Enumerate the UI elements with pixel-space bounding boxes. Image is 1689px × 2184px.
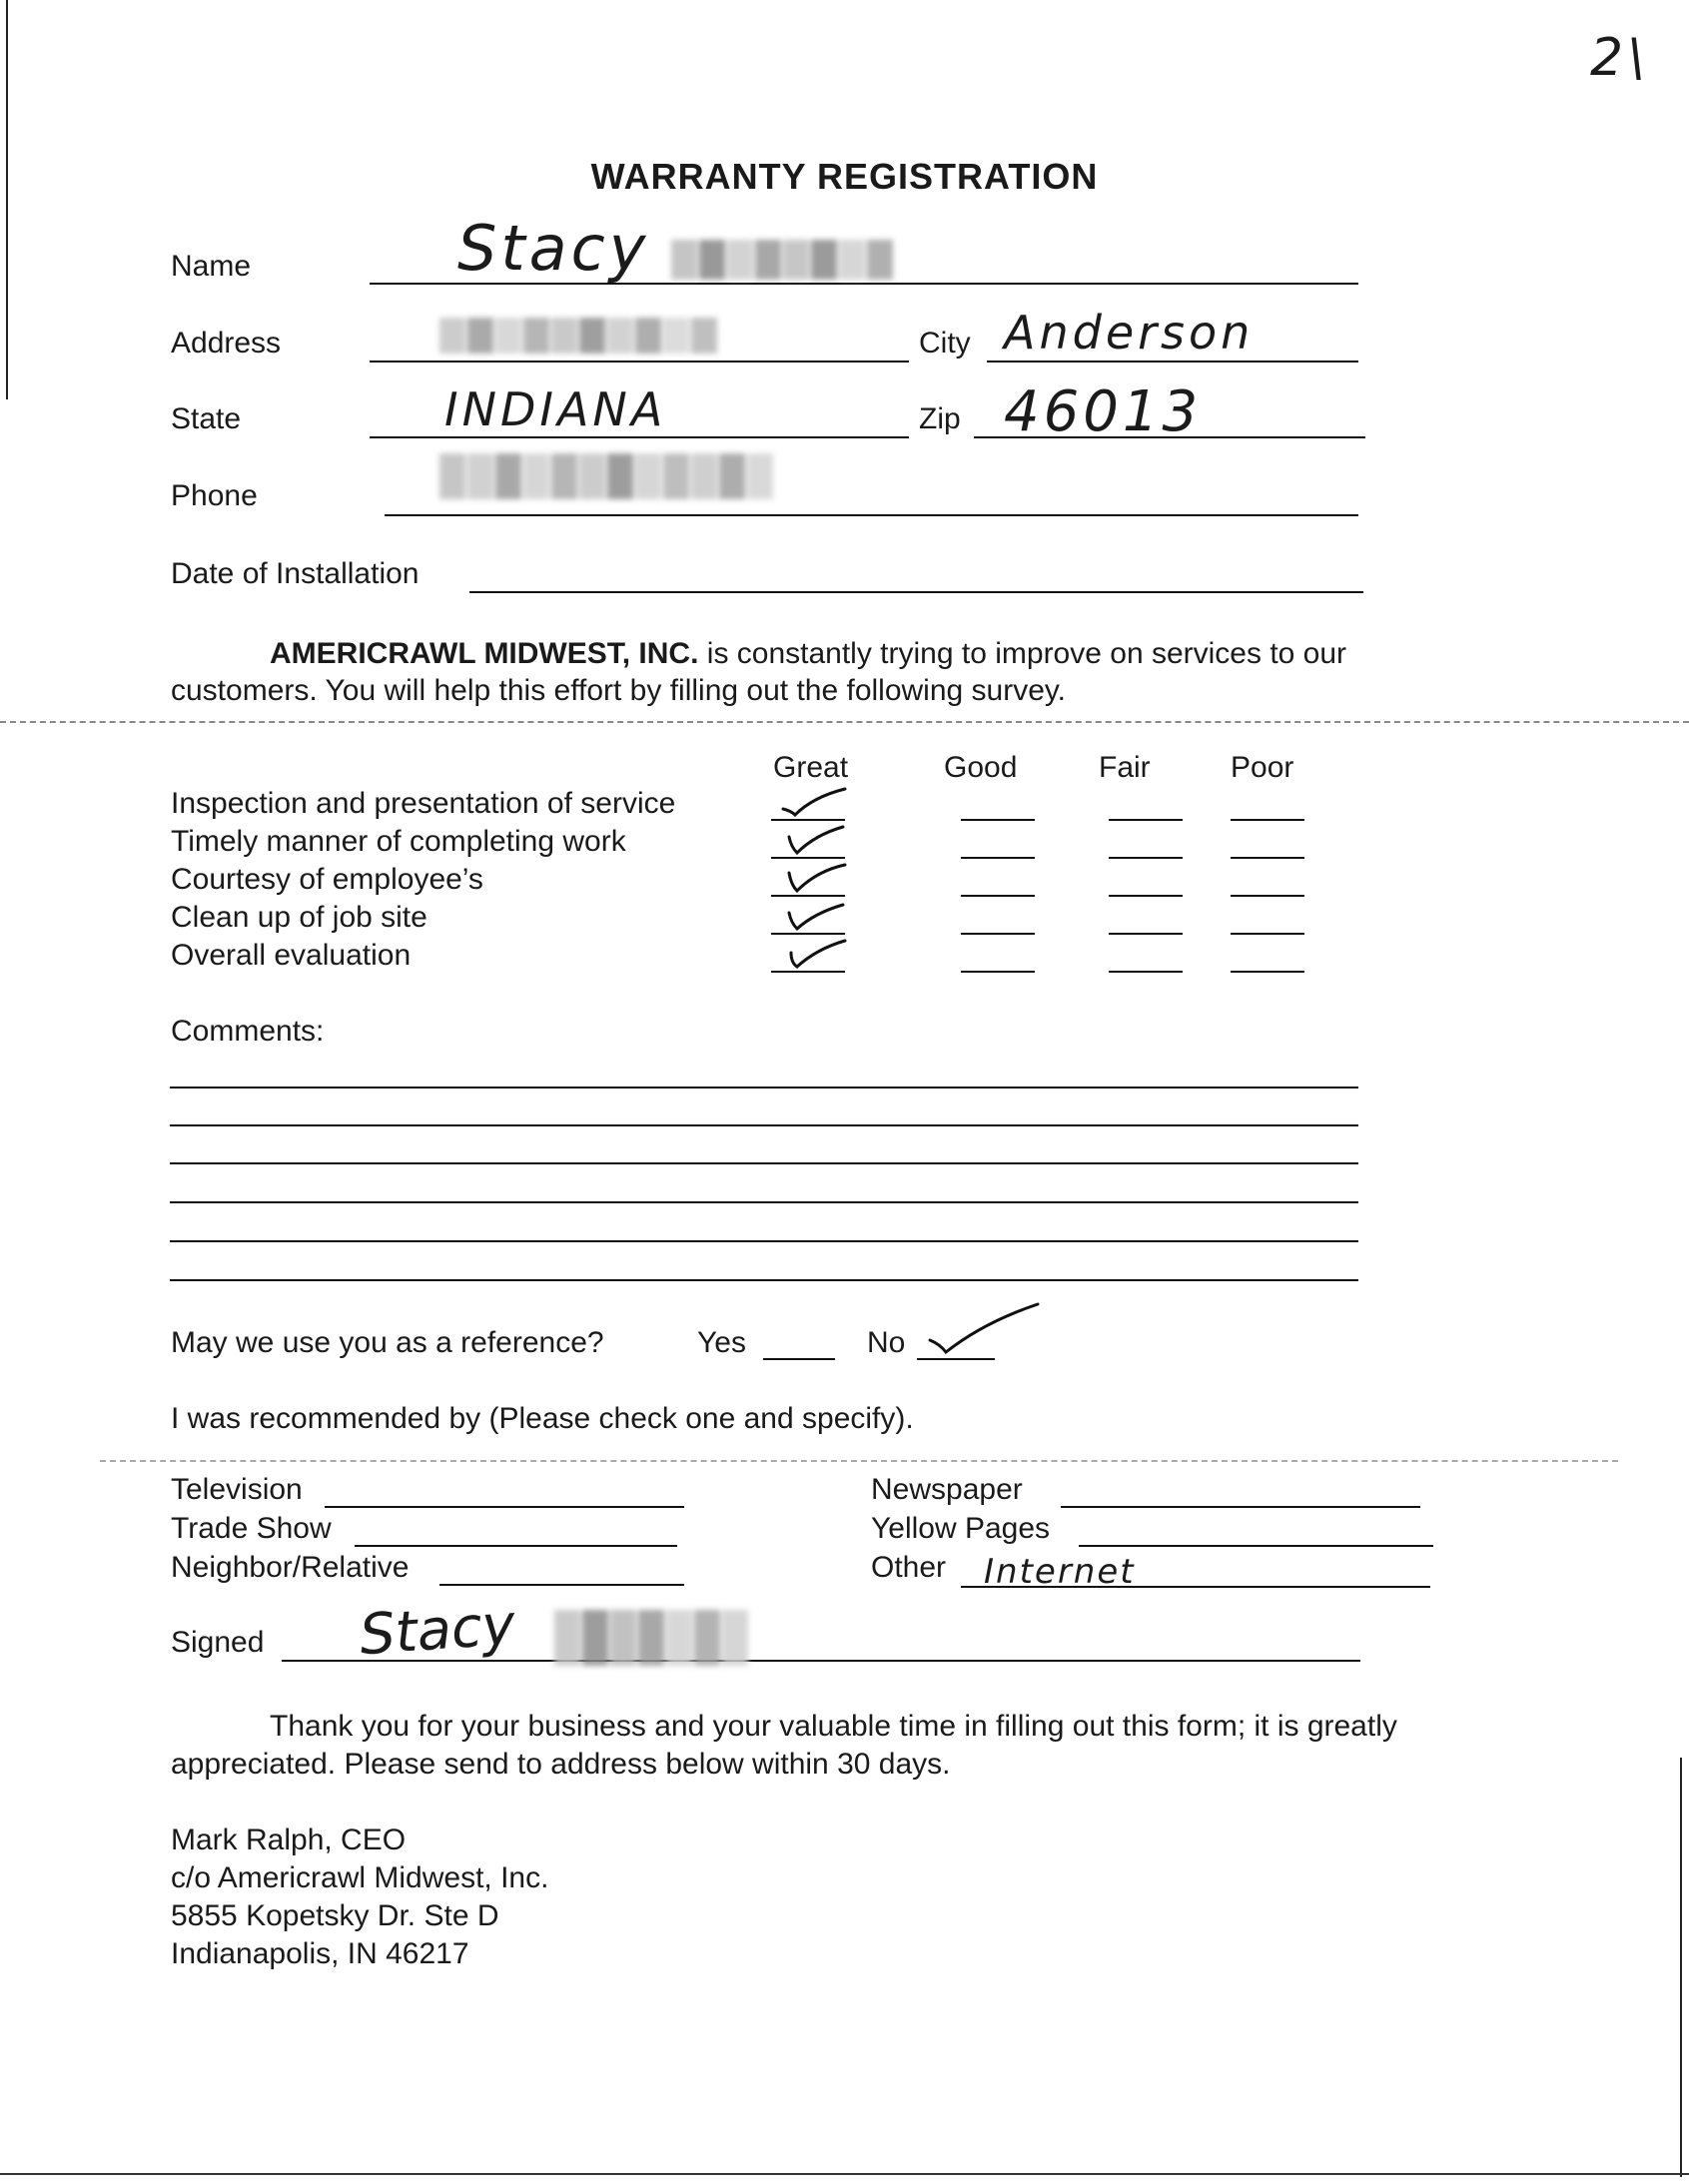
reference-no-checkmark-icon bbox=[924, 1298, 1044, 1358]
col-great: Great bbox=[773, 751, 849, 784]
survey-row-3-label: Courtesy of employee’s bbox=[171, 863, 483, 896]
phone-label: Phone bbox=[171, 479, 258, 512]
comment-line-4[interactable] bbox=[170, 1201, 1358, 1203]
date-label: Date of Installation bbox=[171, 557, 420, 590]
signature-value: Stacy bbox=[357, 1592, 517, 1669]
redacted-name bbox=[671, 240, 895, 285]
address-block-line-3: 5855 Kopetsky Dr. Ste D bbox=[171, 1899, 499, 1932]
row3-fair-blank[interactable] bbox=[1109, 895, 1183, 897]
row1-poor-blank[interactable] bbox=[1231, 819, 1304, 821]
phone-line[interactable] bbox=[385, 514, 1358, 516]
closing-line-1: Thank you for your business and your valuable time in filling out this form; it is greatly bbox=[270, 1710, 1397, 1743]
reference-no-blank[interactable] bbox=[917, 1358, 995, 1360]
row2-good-blank[interactable] bbox=[961, 857, 1035, 859]
zip-value: 46013 bbox=[1004, 379, 1203, 444]
neighbor-label: Neighbor/Relative bbox=[171, 1551, 410, 1584]
reference-yes-label: Yes bbox=[697, 1326, 746, 1359]
intro-line-2: customers. You will help this effort by filling out the following survey. bbox=[171, 674, 1067, 707]
fold-line-2 bbox=[100, 1460, 1618, 1462]
row4-poor-blank[interactable] bbox=[1231, 933, 1304, 935]
redacted-address bbox=[439, 318, 719, 359]
reference-question: May we use you as a reference? bbox=[171, 1326, 604, 1359]
closing-line-2: appreciated. Please send to address below within 30 days. bbox=[171, 1748, 951, 1781]
left-edge-rule bbox=[6, 0, 8, 399]
row2-poor-blank[interactable] bbox=[1231, 857, 1304, 859]
yellow-pages-label: Yellow Pages bbox=[871, 1512, 1051, 1545]
survey-row-5-label: Overall evaluation bbox=[171, 939, 412, 972]
signed-label: Signed bbox=[171, 1626, 265, 1659]
row3-great-blank[interactable] bbox=[771, 895, 845, 897]
intro-text: is constantly trying to improve on services to our bbox=[698, 637, 1347, 670]
col-good: Good bbox=[944, 751, 1018, 784]
row3-good-blank[interactable] bbox=[961, 895, 1035, 897]
reference-yes-blank[interactable] bbox=[763, 1358, 835, 1360]
address-label: Address bbox=[171, 327, 282, 360]
row4-good-blank[interactable] bbox=[961, 933, 1035, 935]
newspaper-label: Newspaper bbox=[871, 1473, 1023, 1506]
row2-great-blank[interactable] bbox=[771, 857, 845, 859]
comment-line-3[interactable] bbox=[170, 1162, 1358, 1164]
trade-show-label: Trade Show bbox=[171, 1512, 332, 1545]
corner-mark: 2\ bbox=[1590, 28, 1649, 88]
survey-row-4-label: Clean up of job site bbox=[171, 901, 427, 934]
comment-line-6[interactable] bbox=[170, 1279, 1358, 1281]
survey-row-2-label: Timely manner of completing work bbox=[171, 825, 626, 858]
right-edge-rule bbox=[1680, 1758, 1682, 2177]
zip-label: Zip bbox=[919, 402, 961, 435]
redacted-phone bbox=[439, 453, 775, 504]
page-title: WARRANTY REGISTRATION bbox=[590, 156, 1099, 197]
row1-great-blank[interactable] bbox=[771, 819, 845, 821]
company-name: AMERICRAWL MIDWEST, INC. bbox=[270, 637, 699, 670]
redacted-signature bbox=[554, 1610, 750, 1671]
name-value: Stacy bbox=[457, 212, 650, 285]
row3-checkmark-icon bbox=[779, 861, 849, 895]
fold-line bbox=[0, 721, 1689, 723]
address-block-line-2: c/o Americrawl Midwest, Inc. bbox=[171, 1861, 549, 1894]
row4-fair-blank[interactable] bbox=[1109, 933, 1183, 935]
trade-show-line[interactable] bbox=[355, 1545, 677, 1547]
row2-checkmark-icon bbox=[779, 823, 849, 857]
television-label: Television bbox=[171, 1473, 303, 1506]
row5-poor-blank[interactable] bbox=[1231, 971, 1304, 973]
row5-fair-blank[interactable] bbox=[1109, 971, 1183, 973]
intro-line-1 bbox=[270, 637, 1346, 671]
city-value: Anderson bbox=[1004, 306, 1255, 360]
state-value: INDIANA bbox=[444, 382, 667, 436]
row1-fair-blank[interactable] bbox=[1109, 819, 1183, 821]
name-label: Name bbox=[171, 250, 252, 283]
comments-label: Comments: bbox=[171, 1015, 325, 1048]
city-label: City bbox=[919, 327, 971, 360]
row5-checkmark-icon bbox=[779, 937, 849, 971]
row1-good-blank[interactable] bbox=[961, 819, 1035, 821]
comment-line-1[interactable] bbox=[170, 1087, 1358, 1089]
address-block-line-1: Mark Ralph, CEO bbox=[171, 1823, 407, 1856]
recommended-prompt: I was recommended by (Please check one and specify). bbox=[171, 1402, 914, 1435]
address-block-line-4: Indianapolis, IN 46217 bbox=[171, 1937, 469, 1970]
newspaper-line[interactable] bbox=[1061, 1506, 1420, 1508]
row5-great-blank[interactable] bbox=[771, 971, 845, 973]
row2-fair-blank[interactable] bbox=[1109, 857, 1183, 859]
reference-no-label: No bbox=[867, 1326, 906, 1359]
row4-checkmark-icon bbox=[779, 899, 849, 933]
address-line[interactable] bbox=[370, 361, 909, 363]
yellow-pages-line[interactable] bbox=[1079, 1545, 1433, 1547]
survey-row-1-label: Inspection and presentation of service bbox=[171, 787, 676, 820]
bottom-edge-rule bbox=[0, 2173, 1689, 2175]
row3-poor-blank[interactable] bbox=[1231, 895, 1304, 897]
row5-good-blank[interactable] bbox=[961, 971, 1035, 973]
city-line[interactable] bbox=[987, 361, 1358, 363]
state-line[interactable] bbox=[370, 436, 909, 438]
television-line[interactable] bbox=[325, 1506, 684, 1508]
other-value: Internet bbox=[984, 1552, 1136, 1592]
comment-line-5[interactable] bbox=[170, 1240, 1358, 1242]
row4-great-blank[interactable] bbox=[771, 933, 845, 935]
state-label: State bbox=[171, 402, 242, 435]
col-poor: Poor bbox=[1231, 751, 1294, 784]
row1-checkmark-icon bbox=[779, 785, 849, 819]
other-label: Other bbox=[871, 1551, 947, 1584]
neighbor-line[interactable] bbox=[439, 1584, 684, 1586]
col-fair: Fair bbox=[1099, 751, 1151, 784]
date-line[interactable] bbox=[469, 591, 1363, 593]
comment-line-2[interactable] bbox=[170, 1124, 1358, 1126]
